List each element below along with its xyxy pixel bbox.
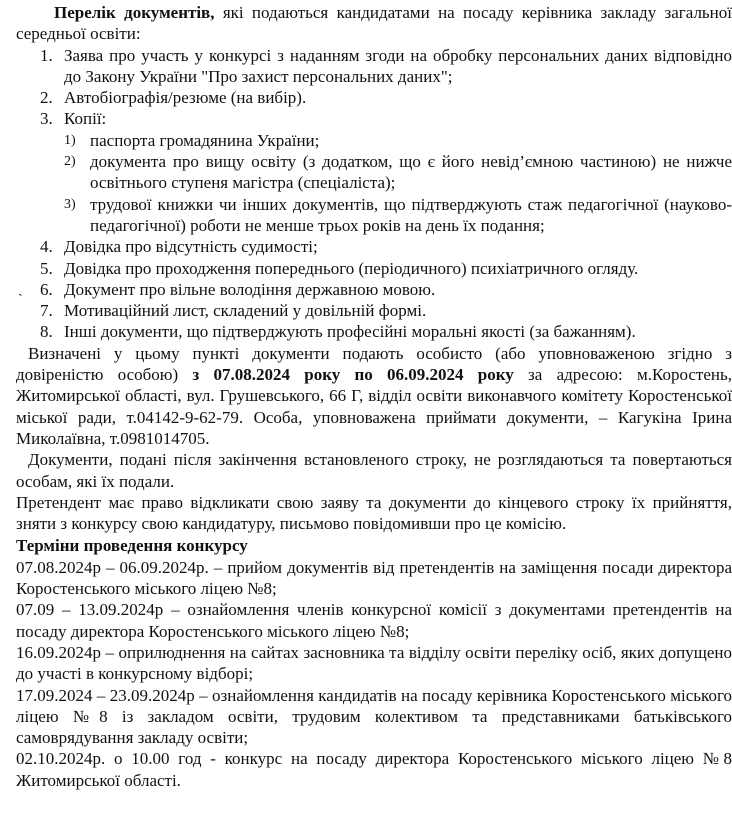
list-item: 8. Інші документи, що підтверджують професійні моральні якості (за бажанням). — [40, 322, 636, 342]
term-item: 16.09.2024р – оприлюднення на сайтах засновника та відділу освіти переліку осіб, яких допущено до участі в конкурсному відборі; — [16, 642, 732, 684]
withdraw-paragraph: Претендент має право відкликати свою заяву та документи до кінцевого строку їх прийняття, зняти з конкурсу свою кандидатуру, письмово повідомивши про це комісію. — [16, 492, 732, 534]
list-item: 1) паспорта громадянина України; — [64, 130, 320, 150]
list-item: 5. Довідка про проходження попереднього (періодичного) психіатричного огляду. — [40, 258, 639, 278]
term-item: 07.08.2024р – 06.09.2024р. – прийом документів від претендентів на заміщення посади директора Коростенського міського ліцею №8; — [16, 557, 732, 599]
term-item: 02.10.2024р. о 10.00 год - конкурс на посаду директора Коростенського міського ліцею №8 Житомирської області. — [16, 749, 732, 790]
copies-list — [40, 130, 732, 236]
list-item: 4. Довідка про відсутність судимості; — [40, 237, 318, 257]
list-item: 7. Мотиваційний лист, складений у довільній формі. — [40, 301, 427, 321]
list-item: 2. Автобіографія/резюме (на вибір). — [40, 88, 307, 108]
list-item: 3) трудової книжки чи інших документів, що підтверджують стаж педагогічної (науково-педагогічної) роботи не менше трьох років на день їх подання; — [64, 194, 732, 235]
documents-list — [16, 45, 732, 343]
intro-bold: Перелік документів, — [54, 3, 215, 22]
intro-paragraph — [16, 2, 732, 45]
copies-sublist-wrapper — [40, 130, 732, 236]
list-item: 1. Заява про участь у конкурсі з наданням згоди на обробку персональних даних відповідно до Закону України "Про захист персональних даних"; — [40, 45, 732, 86]
terms-heading: Терміни проведення конкурсу — [16, 536, 248, 556]
list-item: 2) документа про вищу освіту (з додатком, що є його невід’ємною частиною) не нижче освітнього ступеня магістра (спеціаліста); — [64, 152, 732, 193]
list-item: ˎ 6. Документ про вільне володіння державною мовою. — [18, 279, 436, 299]
list-item: 3. Копії: — [40, 109, 107, 129]
intro-text: які подаються кандидатами на посаду керівника закладу загальної середньої освіти: — [16, 3, 732, 44]
submission-paragraph: Визначені у цьому пункті документи подають особисто (або уповноваженою згідно з довіреністю особою) з 07.08.2024 року по 06.09.2024 року за адресою: м.Коростень, Житомирської області, вул. Грушевського, 66 Г, відділ освіти виконавчого комітету Коростенської міської ради, т.04142-9-62-79. Особа, уповноважена приймати документи, – Кагукіна Ірина Миколаївна, т.0981014705. — [16, 343, 732, 448]
term-item: 17.09.2024 – 23.09.2024р – ознайомлення кандидатів на посаду керівника Коростенського міського ліцею №8 із закладом освіти, трудовим колективом та представниками батьківського самоврядування закладу освіти; — [16, 685, 732, 748]
stray-mark: ˎ — [18, 281, 23, 297]
term-item: 07.09 – 13.09.2024р – ознайомлення членів конкурсної комісії з документами претендентів на посаду директора Коростенського міського ліцею №8; — [16, 600, 732, 641]
late-docs-paragraph: Документи, подані після закінчення встановленого строку, не розглядаються та повертаються особам, які їх подали. — [16, 450, 732, 491]
submission-dates: з 07.08.2024 року по 06.09.2024 року — [192, 365, 514, 385]
